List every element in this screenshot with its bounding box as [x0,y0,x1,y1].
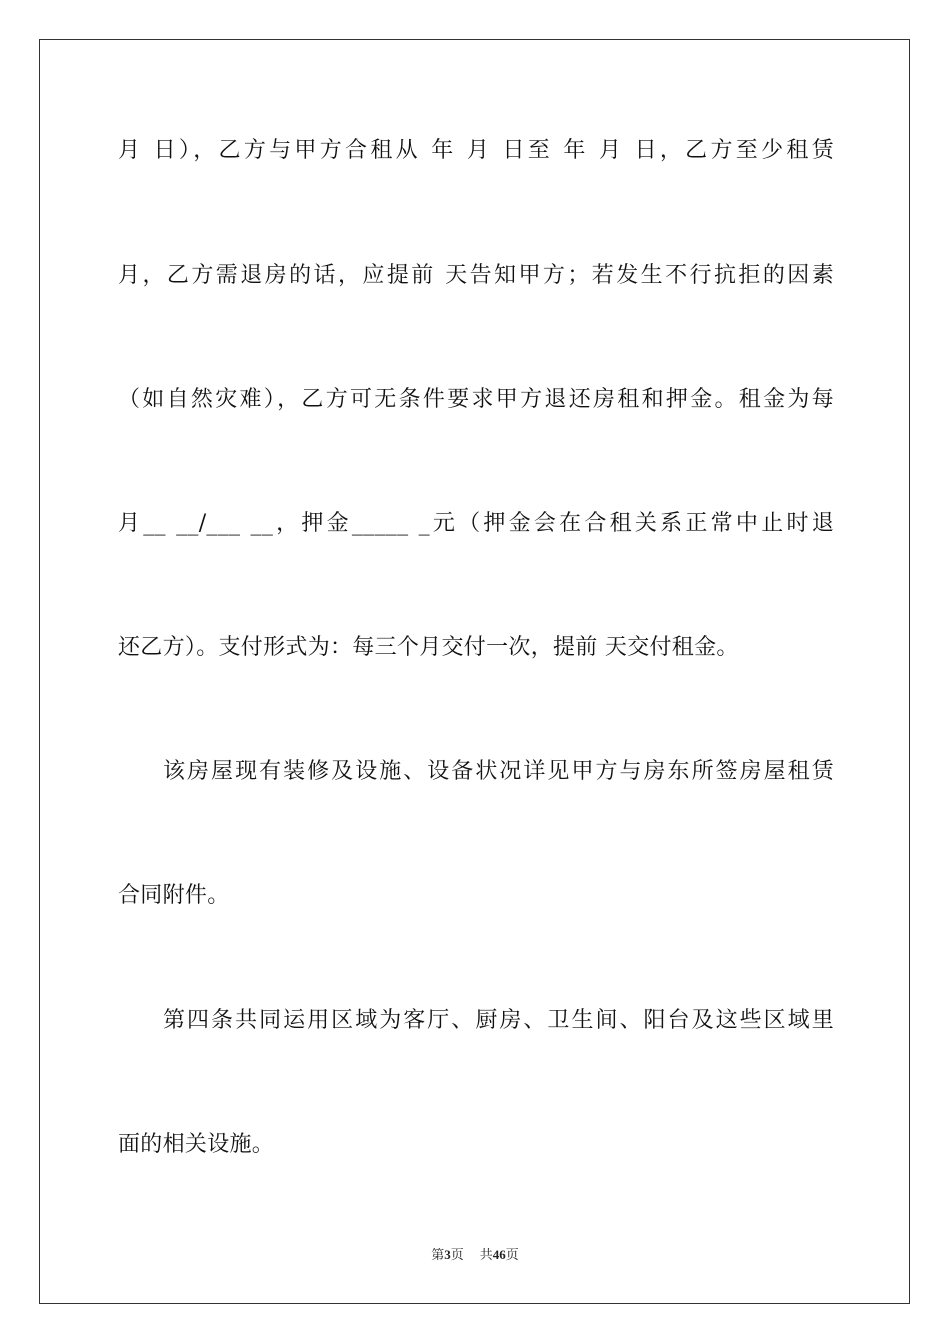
footer-page-prefix: 第 [431,1247,445,1262]
body-text-line-8: 第四条共同运用区域为客厅、厨房、卫生间、阳台及这些区域里 [163,1008,834,1033]
body-text-line-5: 还乙方）。支付形式为：每三个月交付一次，提前 天交付租金。 [118,635,739,660]
footer-total-suffix: 页 [505,1247,519,1262]
body-text-line-3: （如自然灾难），乙方可无条件要求甲方退还房租和押金。租金为每 [118,387,834,412]
body-text-line-4: 月__ __/___ __，押金_____ _元（押金会在合租关系正常中止时退 [118,511,834,536]
footer-page-total: 46 [492,1247,506,1262]
footer-total-prefix: 共 [479,1247,493,1262]
body-text-line-7: 合同附件。 [118,883,230,908]
footer-page-suffix: 页 [450,1247,464,1262]
page-footer [0,1246,950,1264]
page-border [39,39,910,1304]
body-text-line-6: 该房屋现有装修及设施、设备状况详见甲方与房东所签房屋租赁 [163,759,834,784]
footer-page-current: 3 [444,1247,451,1262]
body-text-line-2: 月，乙方需退房的话，应提前 天告知甲方；若发生不行抗拒的因素 [118,263,834,288]
body-text-line-1: 月 日），乙方与甲方合租从 年 月 日至 年 月 日，乙方至少租赁 [118,138,834,163]
body-text-line-9: 面的相关设施。 [118,1132,275,1157]
